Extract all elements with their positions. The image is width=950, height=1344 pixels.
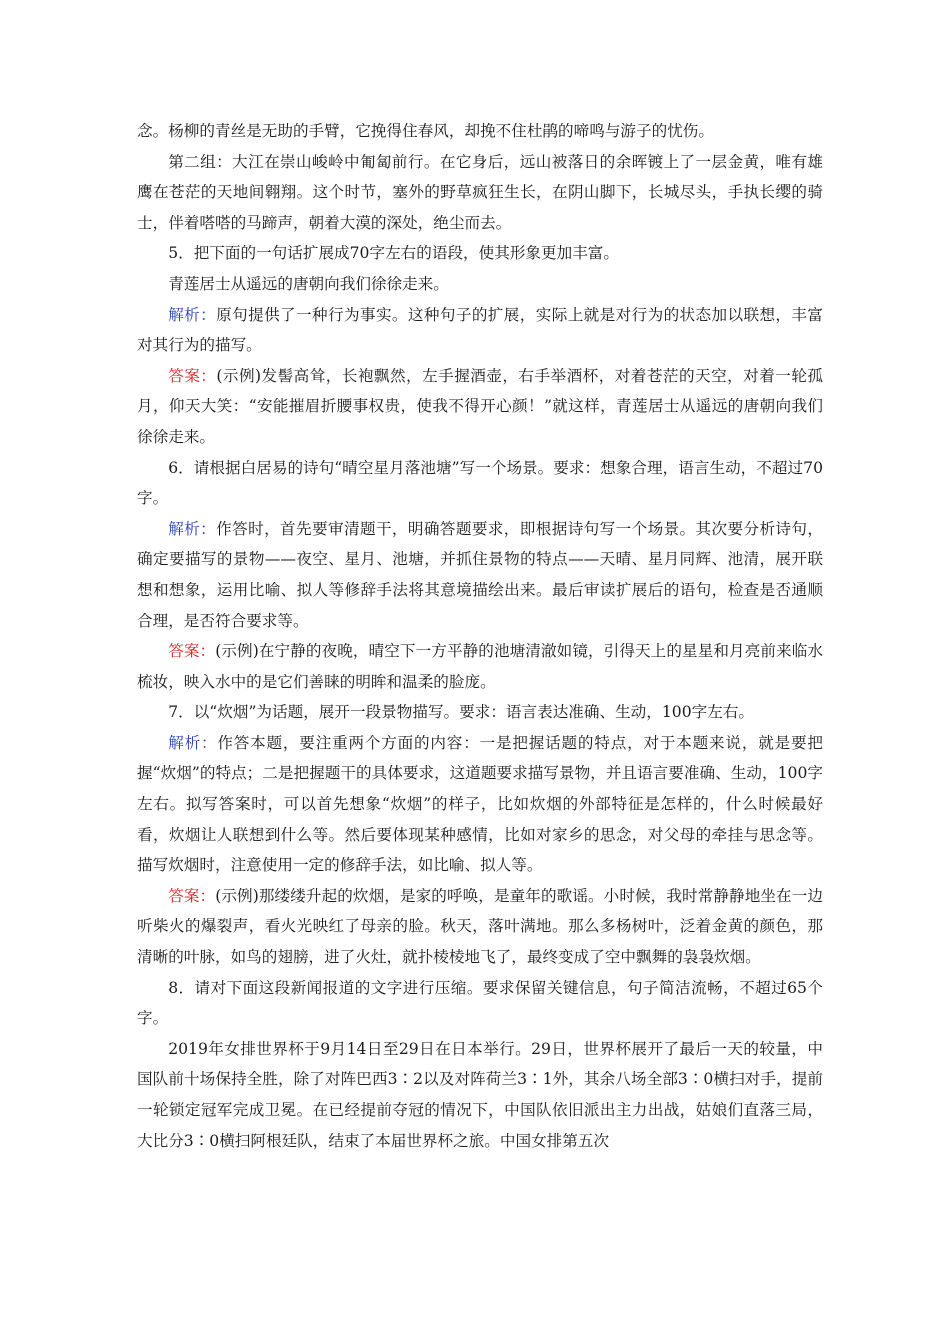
analysis-text: 原句提供了一种行为事实。这种句子的扩展，实际上就是对行为的状态加以联想，丰富对其行为的描写。 xyxy=(137,305,823,355)
analysis-text: 作答时，首先要审清题干，明确答题要求，即根据诗句写一个场景。其次要分析诗句，确定要描写的景物——夜空、星月、池塘，并抓住景物的特点——天晴、星月同辉、池清，展开联想和想象，运用比喻、拟人等修辞手法将其意境描绘出来。最后审读扩展后的语句，检查是否通顺合理，是否符合要求等。 xyxy=(137,519,823,630)
analysis-label: 解析： xyxy=(168,519,217,538)
source-sentence: 青莲居士从遥远的唐朝向我们徐徐走来。 xyxy=(168,274,449,293)
answer-text: (示例)在宁静的夜晚，晴空下一方平静的池塘清澈如镜，引得天上的星星和月亮前来临水梳妆，映入水中的是它们善睐的明眸和温柔的脸庞。 xyxy=(137,642,823,691)
answer-label: 答案： xyxy=(168,366,217,385)
question-6-answer xyxy=(137,636,823,697)
paragraph-text: 念。杨柳的青丝是无助的手臂，它挽得住春风，却挽不住杜鹃的啼鸣与游子的忧伤。 xyxy=(137,122,714,140)
question-text: 5．把下面的一句话扩展成70字左右的语段，使其形象更加丰富。 xyxy=(168,244,619,263)
question-text: 7．以“炊烟”为话题，展开一段景物描写。要求：语言表达准确、生动，100字左右。 xyxy=(168,703,755,722)
paragraph-text: 第二组：大江在崇山峻岭中匍匐前行。在它身后，远山被落日的余晖镀上了一层金黄，唯有雄鹰在苍茫的天地间翱翔。这个时节，塞外的野草疯狂生长，在阴山脚下，长城尽头，手执长缨的骑士，伴着嗒嗒的马蹄声，朝着大漠的深处，绝尘而去。 xyxy=(137,152,823,232)
question-text: 8．请对下面这段新闻报道的文字进行压缩。要求保留关键信息，句子简洁流畅，不超过65个字。 xyxy=(137,978,823,1028)
question-7-analysis xyxy=(137,728,823,881)
analysis-label: 解析： xyxy=(168,305,217,324)
question-5-answer xyxy=(137,361,823,453)
paragraph-group-two xyxy=(137,147,823,239)
answer-label: 答案： xyxy=(168,886,216,905)
question-7-answer xyxy=(137,881,823,973)
news-text: 2019年女排世界杯于9月14日至29日在日本举行。29日，世界杯展开了最后一天的较量，中国队前十场保持全胜，除了对阵巴西3∶2以及对阵荷兰3∶1外，其余八场全部3∶0横扫对手，提前一轮锁定冠军完成卫冕。在已经提前夺冠的情况下，中国队依旧派出主力出战，姑娘们直落三局，大比分3∶0横扫阿根廷队，结束了本届世界杯之旅。中国女排第五次 xyxy=(137,1039,823,1150)
question-7 xyxy=(137,697,823,728)
question-6-analysis xyxy=(137,514,823,636)
document-page xyxy=(137,116,823,1156)
answer-label: 答案： xyxy=(168,642,216,661)
question-5-sentence xyxy=(137,269,823,300)
question-8 xyxy=(137,973,823,1034)
question-8-source xyxy=(137,1034,823,1156)
analysis-label: 解析： xyxy=(168,733,218,752)
question-6 xyxy=(137,453,823,514)
answer-text: (示例)发髻高耸，长袍飘然，左手握酒壶，右手举酒杯，对着苍茫的天空，对着一轮孤月，仰天大笑：“安能摧眉折腰事权贵，使我不得开心颜！”就这样，青莲居士从遥远的唐朝向我们徐徐走来。 xyxy=(137,366,823,446)
answer-text: (示例)那缕缕升起的炊烟，是家的呼唤，是童年的歌谣。小时候，我时常静静地坐在一边听柴火的爆裂声，看火光映红了母亲的脸。秋天，落叶满地。那么多杨树叶，泛着金黄的颜色，那清晰的叶脉，如鸟的翅膀，进了火灶，就扑棱棱地飞了，最终变成了空中飘舞的袅袅炊烟。 xyxy=(137,886,823,967)
question-5 xyxy=(137,238,823,269)
analysis-text: 作答本题，要注重两个方面的内容：一是把握话题的特点，对于本题来说，就是要把握“炊烟”的特点；二是把握题干的具体要求，这道题要求描写景物，并且语言要准确、生动，100字左右。拟写答案时，可以首先想象“炊烟”的样子，比如炊烟的外部特征是怎样的，什么时候最好看，炊烟让人联想到什么等。然后要体现某种感情，比如对家乡的思念，对父母的牵挂与思念等。描写炊烟时，注意使用一定的修辞手法，如比喻、拟人等。 xyxy=(137,733,823,875)
paragraph-continuation xyxy=(137,116,823,147)
question-text: 6．请根据白居易的诗句“晴空星月落池塘”写一个场景。要求：想象合理，语言生动，不超过70字。 xyxy=(137,458,823,508)
question-5-analysis xyxy=(137,300,823,361)
